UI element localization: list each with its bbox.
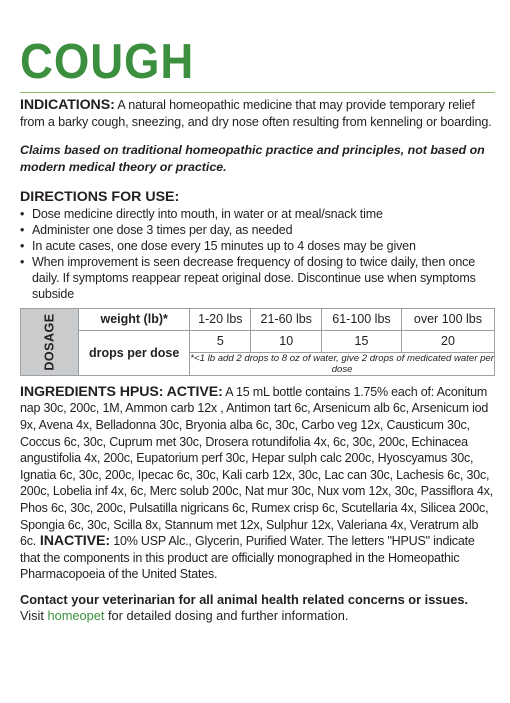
table-row xyxy=(21,330,495,352)
table-row xyxy=(21,308,495,330)
weight-cell: over 100 lbs xyxy=(401,308,494,330)
list-item xyxy=(20,238,496,254)
directions-section xyxy=(20,188,496,302)
contact-section xyxy=(20,592,496,625)
drops-cell: 10 xyxy=(251,330,322,352)
bullet: • xyxy=(20,254,25,269)
weight-cell: 61-100 lbs xyxy=(322,308,402,330)
ingredients-section xyxy=(20,384,496,583)
indications-section xyxy=(20,97,496,175)
inactive-heading: INACTIVE: xyxy=(36,533,110,550)
list-item xyxy=(20,222,496,238)
bullet: • xyxy=(20,222,25,237)
directions-list xyxy=(20,206,496,302)
drops-cell: 15 xyxy=(322,330,402,352)
visit-prefix: Visit xyxy=(20,608,48,624)
inactive-ingredients-text: 10% USP Alc., Glycerin, Purified Water. The letters "HPUS" indicate that the components in this product are officially monographed in the Homeopathic Pharmacopoeia of the United States. xyxy=(20,534,475,582)
indications-text: A natural homeopathic medicine that may provide temporary relief from a barky cough, sneezing, and dry nose often resulting from kenneling or boarding. xyxy=(20,98,492,129)
contact-vet-line: Contact your veterinarian for all animal health related concerns or issues. xyxy=(20,591,469,607)
drops-label: drops per dose xyxy=(79,330,190,375)
product-title: COUGH xyxy=(20,35,195,89)
weight-label: weight (lb)* xyxy=(79,308,190,330)
indications-paragraph xyxy=(20,97,496,130)
dosage-note: *<1 lb add 2 drops to 8 oz of water, give 2 drops of medicated water per dose xyxy=(190,352,494,375)
dosage-side-label xyxy=(21,308,79,375)
ingredients-heading: INGREDIENTS HPUS: ACTIVE: xyxy=(20,383,223,400)
dosage-table xyxy=(20,308,495,376)
visit-suffix: for detailed dosing and further information. xyxy=(104,608,349,624)
ingredients-paragraph xyxy=(20,384,496,583)
indications-heading: INDICATIONS: xyxy=(20,97,115,113)
drops-cell: 5 xyxy=(190,330,251,352)
bullet: • xyxy=(20,238,25,253)
direction-text: When improvement is seen decrease frequency of dosing to twice daily, then once daily. If symptoms reappear repeat original dose. Discontinue use when symptoms subside xyxy=(32,254,476,301)
product-label xyxy=(20,36,496,625)
weight-cell: 21-60 lbs xyxy=(251,308,322,330)
bullet: • xyxy=(20,206,25,221)
dosage-side-text: DOSAGE xyxy=(42,313,57,371)
list-item xyxy=(20,206,496,222)
weight-cell: 1-20 lbs xyxy=(190,308,251,330)
visit-line xyxy=(20,608,496,625)
list-item xyxy=(20,254,496,302)
homeopet-link[interactable]: homeopet xyxy=(47,608,105,624)
directions-heading: DIRECTIONS FOR USE: xyxy=(20,188,180,205)
direction-text: Administer one dose 3 times per day, as needed xyxy=(32,222,293,237)
direction-text: Dose medicine directly into mouth, in water or at meal/snack time xyxy=(32,206,383,221)
active-ingredients-text: A 15 mL bottle contains 1.75% each of: Aconitum nap 30c, 200c, 1M, Ammon carb 12x , Antimon tart 6c, Arsenicum alb 6c, Arsenicum iod 9x, Avena 4x, Belladonna 30c, Bryonia alba 6c, 30c, Carbo veg 12x, Causticum 30c, Coccus 6c, 30c, Cuprum met 30c, Drosera rotundifolia 4x, 6c, 30c, 200c, Echinacea angustifolia 4x, 200c, Eupatorium perf 30c, Hepar sulph calc 200c, Hyoscyamus 30c, Ignatia 6c, 30c, 200c, Ipecac 6c, 30c, Kali carb 12x, 30c, Lac can 30c, Lachesis 6c, 30c, 200c, Lobelia inf 4x, 6c, Merc solub 200c, Nat mur 30c, Nux vom 12x, 30c, Passiflora 4x, Phos 6c, 30c, 200c, Pulsatilla nigricans 6c, Rumex crisp 6c, Scutellaria 4x, Silicea 200c, Spongia 6c, 30c, Scilla 8x, Stannum met 12x, Sulphur 12x, Valeriana 4x, Veratrum alb 6c. xyxy=(20,384,493,549)
drops-cell: 20 xyxy=(401,330,494,352)
direction-text: In acute cases, one dose every 15 minutes up to 4 doses may be given xyxy=(32,238,416,253)
claims-disclaimer: Claims based on traditional homeopathic practice and principles, not based on modern medical theory or practice. xyxy=(20,143,485,174)
title-divider xyxy=(20,92,495,93)
